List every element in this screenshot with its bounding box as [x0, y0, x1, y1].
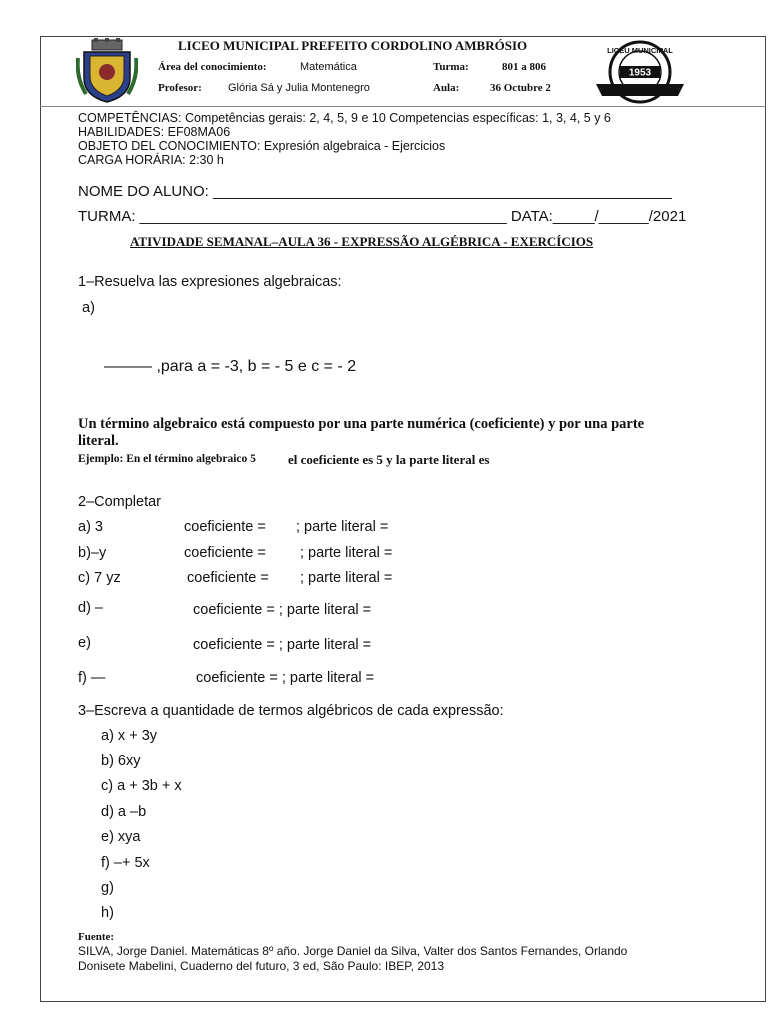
coat-of-arms-logo [76, 38, 138, 104]
q2-row-coef: coeficiente = [187, 570, 269, 586]
definition-line1: Un término algebraico está compuesto por una parte numérica (coeficiente) y por una parte [78, 416, 645, 432]
source-label: Fuente: [78, 931, 115, 943]
school-name: LICEO MUNICIPAL PREFEITO CORDOLINO AMBRÓSIO [178, 38, 528, 53]
q1-prompt: 1–Resuelva las expresiones algebraicas: [78, 274, 342, 290]
svg-text:1953: 1953 [628, 67, 652, 79]
q3-item: c) a + 3b + x [101, 778, 182, 794]
q2-row-term: d) – [78, 600, 103, 616]
turma-date-field[interactable]: TURMA: ____________________________________________ DATA:_____/______/2021 [78, 208, 687, 225]
q2-row-term: f) — [78, 670, 106, 686]
activity-title: ATIVIDADE SEMANAL–AULA 36 - EXPRESSÃO ALGÉBRICA - EXERCÍCIOS [130, 234, 594, 249]
objeto-text: OBJETO DEL CONOCIMIENTO: Expresión algebraica - Ejercicios [78, 139, 446, 153]
q2-row-coef: coeficiente = [184, 519, 266, 535]
area-value: Matemática [300, 61, 357, 73]
q3-item: b) 6xy [101, 753, 141, 769]
q3-item: d) a –b [101, 804, 147, 820]
aula-label: Aula: [433, 82, 460, 94]
q2-row-literal: ; parte literal = [300, 570, 393, 586]
habilidades-text: HABILIDADES: EF08MA06 [78, 125, 231, 139]
q2-row-coef: coeficiente = ; parte literal = [196, 670, 375, 686]
source-line2: Donisete Mabelini, Cuaderno del futuro, 3 ed, São Paulo: IBEP, 2013 [78, 959, 445, 973]
q3-prompt: 3–Escreva a quantidade de termos algébricos de cada expressão: [78, 703, 504, 719]
turma-label: Turma: [433, 61, 469, 73]
professor-value: Glória Sá y Julia Montenegro [228, 82, 370, 94]
q2-row-term: a) 3 [78, 519, 103, 535]
q2-row-coef: coeficiente = [184, 545, 266, 561]
header-divider [40, 106, 766, 107]
q2-row-literal: ; parte literal = [296, 519, 389, 535]
q3-item: g) [101, 880, 114, 896]
definition-line2: literal. [78, 433, 119, 449]
area-label: Área del conocimiento: [158, 61, 267, 73]
q2-row-literal: ; parte literal = [300, 545, 393, 561]
example-part-b: el coeficiente es 5 y la parte literal es [288, 452, 490, 467]
q1-item-a: a) [82, 300, 95, 316]
q2-row-term: b)–y [78, 545, 107, 561]
q2-prompt: 2–Completar [78, 494, 162, 510]
q2-row-coef: coeficiente = ; parte literal = [193, 602, 372, 618]
q2-row-term: e) [78, 635, 91, 651]
q3-item: e) xya [101, 829, 141, 845]
q3-item: f) –+ 5x [101, 855, 150, 871]
q3-item: a) x + 3y [101, 728, 158, 744]
q2-row-coef: coeficiente = ; parte literal = [193, 637, 372, 653]
professor-label: Profesor: [158, 82, 202, 94]
example-part-a: Ejemplo: En el término algebraico 5 [78, 453, 256, 465]
svg-text:LICEU MUNICIPAL: LICEU MUNICIPAL [607, 46, 673, 55]
q1-expression: ——— ,para a = -3, b = - 5 e c = - 2 [104, 358, 357, 375]
source-line1: SILVA, Jorge Daniel. Matemáticas 8º año. Jorge Daniel da Silva, Valter dos Santos Fernandes, Orlando [78, 944, 628, 958]
aula-value: 36 Octubre 2 [490, 82, 551, 94]
q2-row-term: c) 7 yz [78, 570, 121, 586]
liceu-municipal-seal [592, 40, 688, 104]
turma-value: 801 a 806 [502, 61, 546, 73]
student-name-field[interactable]: NOME DO ALUNO: _______________________________________________________ [78, 183, 672, 200]
carga-text: CARGA HORÁRIA: 2:30 h [78, 153, 224, 167]
competencias-text: COMPETÊNCIAS: Competências gerais: 2, 4, 5, 9 e 10 Competencias específicas: 1, 3, 4, 5 y 6 [78, 111, 611, 125]
q3-item: h) [101, 905, 114, 921]
